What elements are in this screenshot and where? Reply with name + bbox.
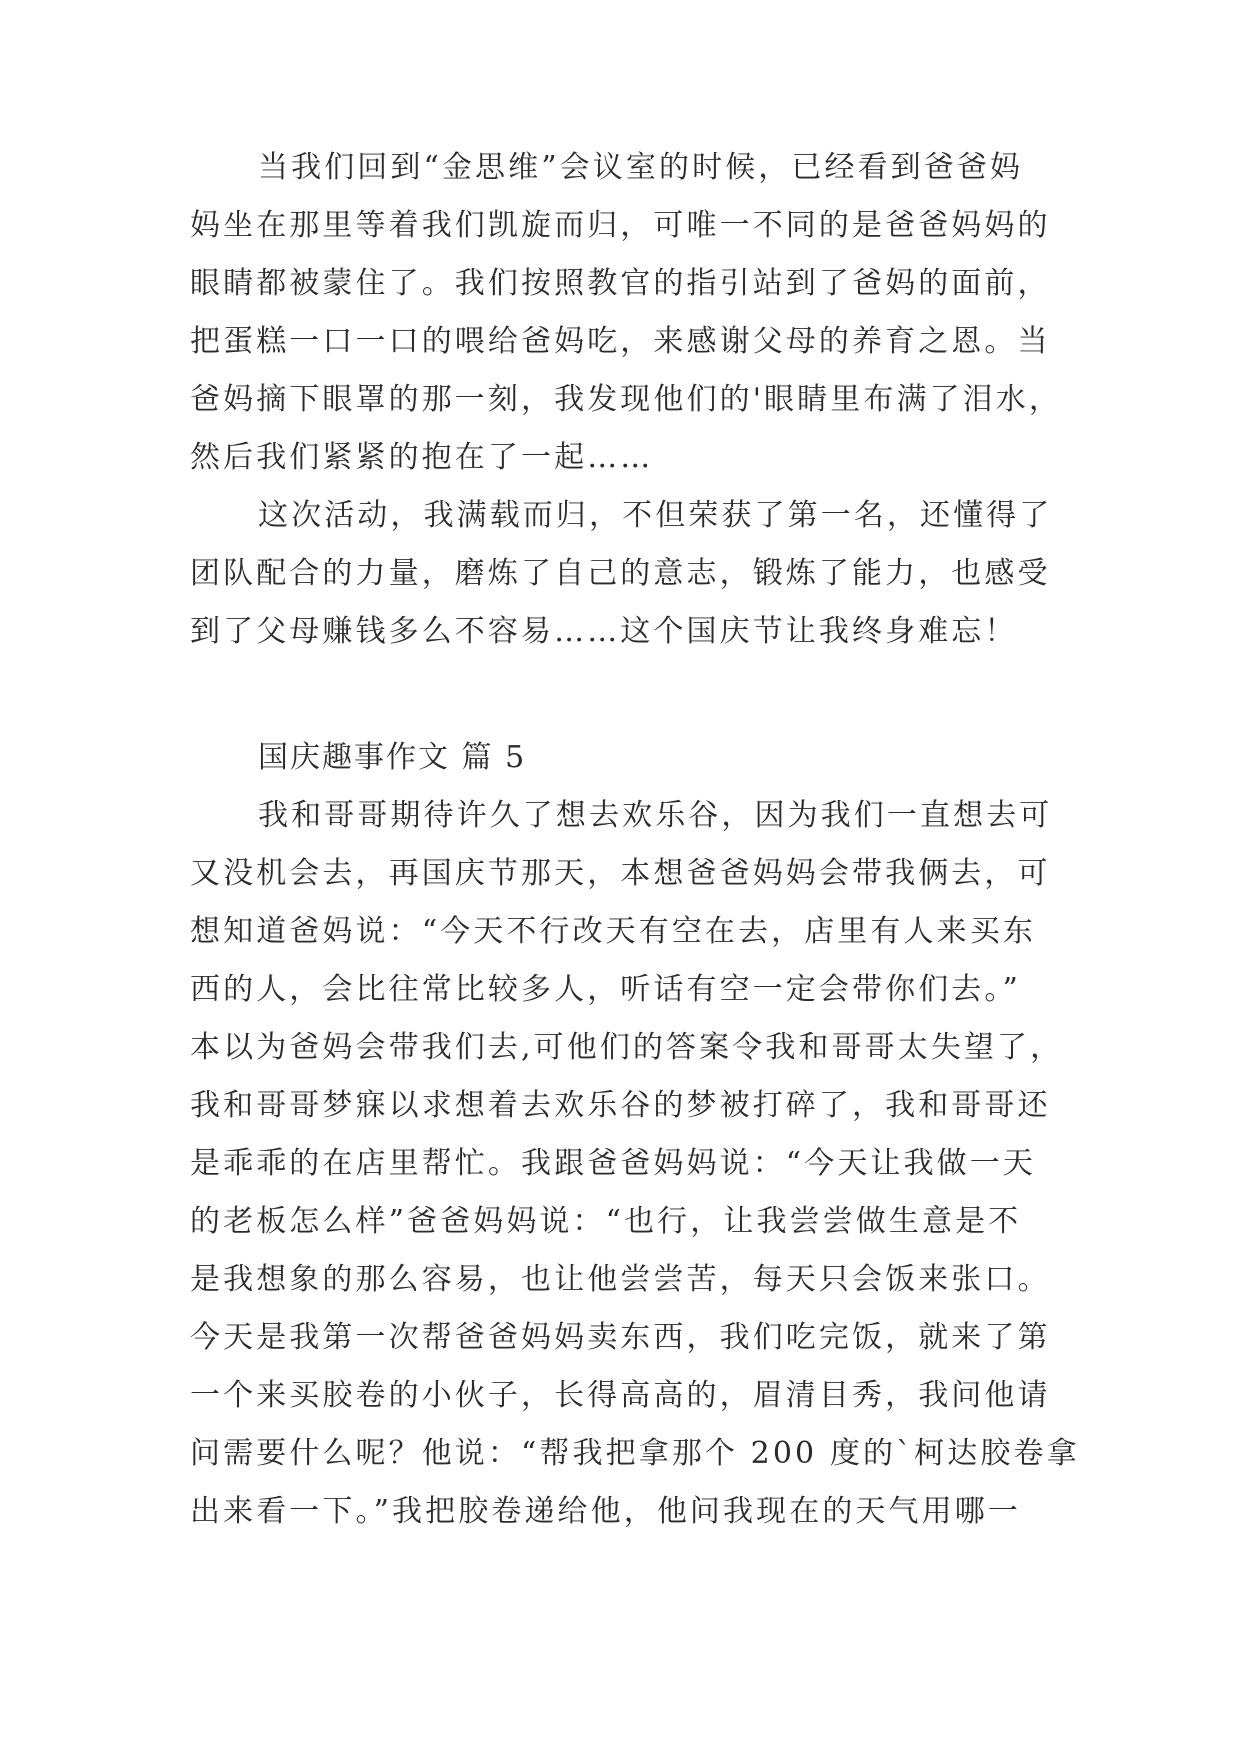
paragraph-line: 问需要什么呢？他说：“帮我把拿那个 200 度的`柯达胶卷拿 xyxy=(190,1436,1080,1471)
paragraph-line: 当我们回到“金思维”会议室的时候，已经看到爸爸妈 xyxy=(258,150,1024,185)
section-title: 国庆趣事作文 篇 5 xyxy=(258,740,527,775)
paragraph-line: 本以为爸妈会带我们去,可他们的答案令我和哥哥太失望了， xyxy=(190,1030,1064,1065)
paragraph-line: 眼睛都被蒙住了。我们按照教官的指引站到了爸妈的面前， xyxy=(190,266,1051,301)
paragraph-line: 然后我们紧紧的抱在了一起…… xyxy=(190,440,654,475)
paragraph-line: 想知道爸妈说：“今天不行改天有空在去，店里有人来买东 xyxy=(190,914,1036,949)
paragraph-line: 这次活动，我满载而归，不但荣获了第一名，还懂得了 xyxy=(258,498,1053,533)
paragraph-line: 今天是我第一次帮爸爸妈妈卖东西，我们吃完饭，就来了第 xyxy=(190,1320,1051,1355)
paragraph-line: 团队配合的力量，磨炼了自己的意志，锻炼了能力，也感受 xyxy=(190,556,1051,591)
paragraph-line: 是乖乖的在店里帮忙。我跟爸爸妈妈说：“今天让我做一天 xyxy=(190,1146,1036,1181)
paragraph-line: 爸妈摘下眼罩的那一刻，我发现他们的'眼睛里布满了泪水， xyxy=(190,382,1062,417)
paragraph-line: 出来看一下。”我把胶卷递给他，他问我现在的天气用哪一 xyxy=(190,1494,1021,1529)
paragraph-line: 到了父母赚钱多么不容易……这个国庆节让我终身难忘！ xyxy=(190,614,1018,649)
paragraph-line: 西的人，会比往常比较多人，听话有空一定会带你们去。” xyxy=(190,972,1021,1007)
paragraph-line: 我和哥哥梦寐以求想着去欢乐谷的梦被打碎了，我和哥哥还 xyxy=(190,1088,1051,1123)
paragraph-line: 我和哥哥期待许久了想去欢乐谷，因为我们一直想去可 xyxy=(258,798,1053,833)
paragraph-line: 妈坐在那里等着我们凯旋而归，可唯一不同的是爸爸妈妈的 xyxy=(190,208,1051,243)
paragraph-line: 一个来买胶卷的小伙子，长得高高的，眉清目秀，我问他请 xyxy=(190,1378,1051,1413)
paragraph-line: 把蛋糕一口一口的喂给爸妈吃，来感谢父母的养育之恩。当 xyxy=(190,324,1051,359)
paragraph-line: 的老板怎么样”爸爸妈妈说：“也行，让我尝尝做生意是不 xyxy=(190,1204,1022,1239)
paragraph-line: 是我想象的那么容易，也让他尝尝苦，每天只会饭来张口。 xyxy=(190,1262,1051,1297)
paragraph-line: 又没机会去，再国庆节那天，本想爸爸妈妈会带我俩去，可 xyxy=(190,856,1051,891)
